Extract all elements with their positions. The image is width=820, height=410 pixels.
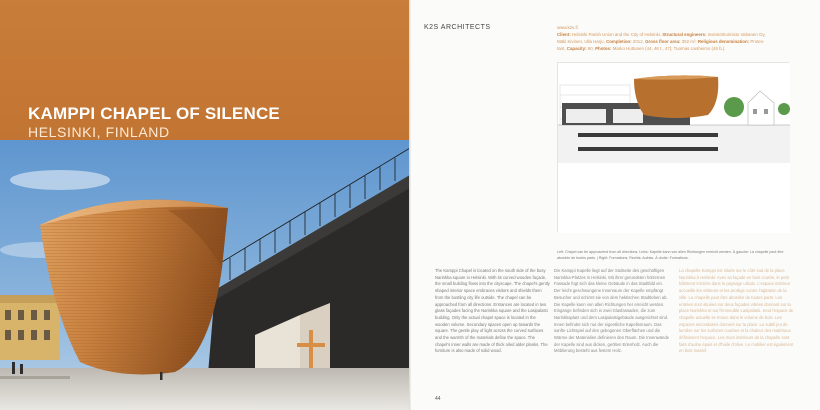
- section-drawing-illustration: [558, 63, 790, 233]
- credits-struct: Insinööritoimisto Vahanen Oy,: [707, 32, 766, 37]
- credits-struct-label: Structural engineers:: [662, 32, 707, 37]
- credits-floor-label: Gross floor area:: [645, 39, 681, 44]
- credits-client-label: Client:: [557, 32, 571, 37]
- credits-client: Helsinki Parish Union and the City of Helsinki,: [571, 32, 661, 37]
- architect-name: K2S ARCHITECTS: [424, 24, 491, 31]
- credits-capacity: 60,: [587, 46, 594, 51]
- page-number: 44: [435, 396, 441, 402]
- text-column-english: The Kamppi Chapel is located on the south side of the busy Narinkka square in Helsinki. With its curved wooden façade, the small building flows into the cityscape. The chapel's gently shaped interior space embraces visitors and shields them from the bustling city life outside. The chapel can be approached from all directions. Entrances are located in two glass façades facing the Narinkka square and the Lasipalatsi building. Only the actual chapel space is located in the wooden volume. Secondary spaces open up towards the square. The gentle play of light across the curved surfaces and the warmth of the materials define the space. The chapel's inner walls are made of thick oiled alder planks. The furniture is also made of solid wood.: [435, 268, 550, 354]
- text-column-french: La chapelle Kamppi est située sur le côté sud de la place Narinkka à Helsinki. Avec sa façade en bois courbé, le petit bâtiment s'insère dans le paysage urbain. L'espace intérieur accueille les visiteurs et les protège contre l'agitation de la ville. La chapelle peut être abordée de toutes parts. Les entrées sont situées sur deux façades vitrées donnant sur la place Narinkka et sur l'immeuble Lasipalatsi. Seul l'espace de chapelle actuelle se trouve dans le volume de bois. Les espaces secondaires donnent sur la place. Le subtil jeu de lumière sur les surfaces courbes et la chaleur des matériaux définissent l'espace. Les murs intérieurs de la chapelle sont faits d'aulne épais et d'huile d'olive. Le mobilier est également en bois massif.: [679, 268, 794, 354]
- right-page: [411, 0, 820, 410]
- credits-denom-label: Religious denomination:: [697, 39, 750, 44]
- project-location: HELSINKI, FINLAND: [28, 124, 170, 140]
- credits-floor: 352 m²,: [681, 39, 697, 44]
- credits-denom-cont: tant,: [557, 46, 566, 51]
- text-column-german: Die Kamppi Kapelle liegt auf der Südseite des geschäftigen Narinkka-Platzes in Helsinki. Mit ihrer gerundeten hölzernen Fassade fügt sich das kleine Gebäude in das Stadtbild ein. Der leicht geschwungene Innenraum der Kapelle empfängt Besucher und schirmt sie von dem hektischen Stadtleben ab. Die Kapelle kann von allen Richtungen her erreicht werden. Eingänge befinden sich in zwei Glasfassaden, die zum Narinkkaplatz und dem Lasipalatsigebäude ausgerichtet sind. Innen befindet sich nur der eigentliche Kapellenraum. Das sanfte Lichtspiel auf den gebogenen Oberflächen und die Wärme der Materialien definieren den Raum. Die Innenwände der Kapelle sind aus dicken, geölten Erlenholz. Auch die Möblierung besteht aus festem Holz.: [554, 268, 669, 354]
- drawing-caption: Left: Chapel can be approached from all directions. Links: Kapelle kann von allen Richtungen erreicht werden. À gauche: La chapelle peut être abordée de toutes parts. | Right: Formations. Rechts: Aufriss. À droite: Formations.: [557, 250, 784, 260]
- project-title: KAMPPI CHAPEL OF SILENCE: [28, 104, 280, 123]
- credits-completion: 2012,: [632, 39, 644, 44]
- credits-denom: Protes-: [750, 39, 765, 44]
- chapel-photo-illustration: [0, 140, 410, 410]
- credits-capacity-label: Capacity:: [566, 46, 587, 51]
- project-credits: [557, 24, 785, 52]
- chapel-photo: [0, 140, 410, 410]
- credits-struct-cont: Mäki Kivinen, Ulla Harju,: [557, 39, 605, 44]
- credits-photos-label: Photos:: [595, 46, 612, 51]
- section-drawing: [557, 62, 789, 232]
- credits-website: www.k2s.fi: [557, 25, 578, 30]
- credits-photos: Marko Huttunen (44, 46 t., 47); Tuomas Uusheimo (46 b.).: [612, 46, 726, 51]
- credits-completion-label: Completion:: [606, 39, 632, 44]
